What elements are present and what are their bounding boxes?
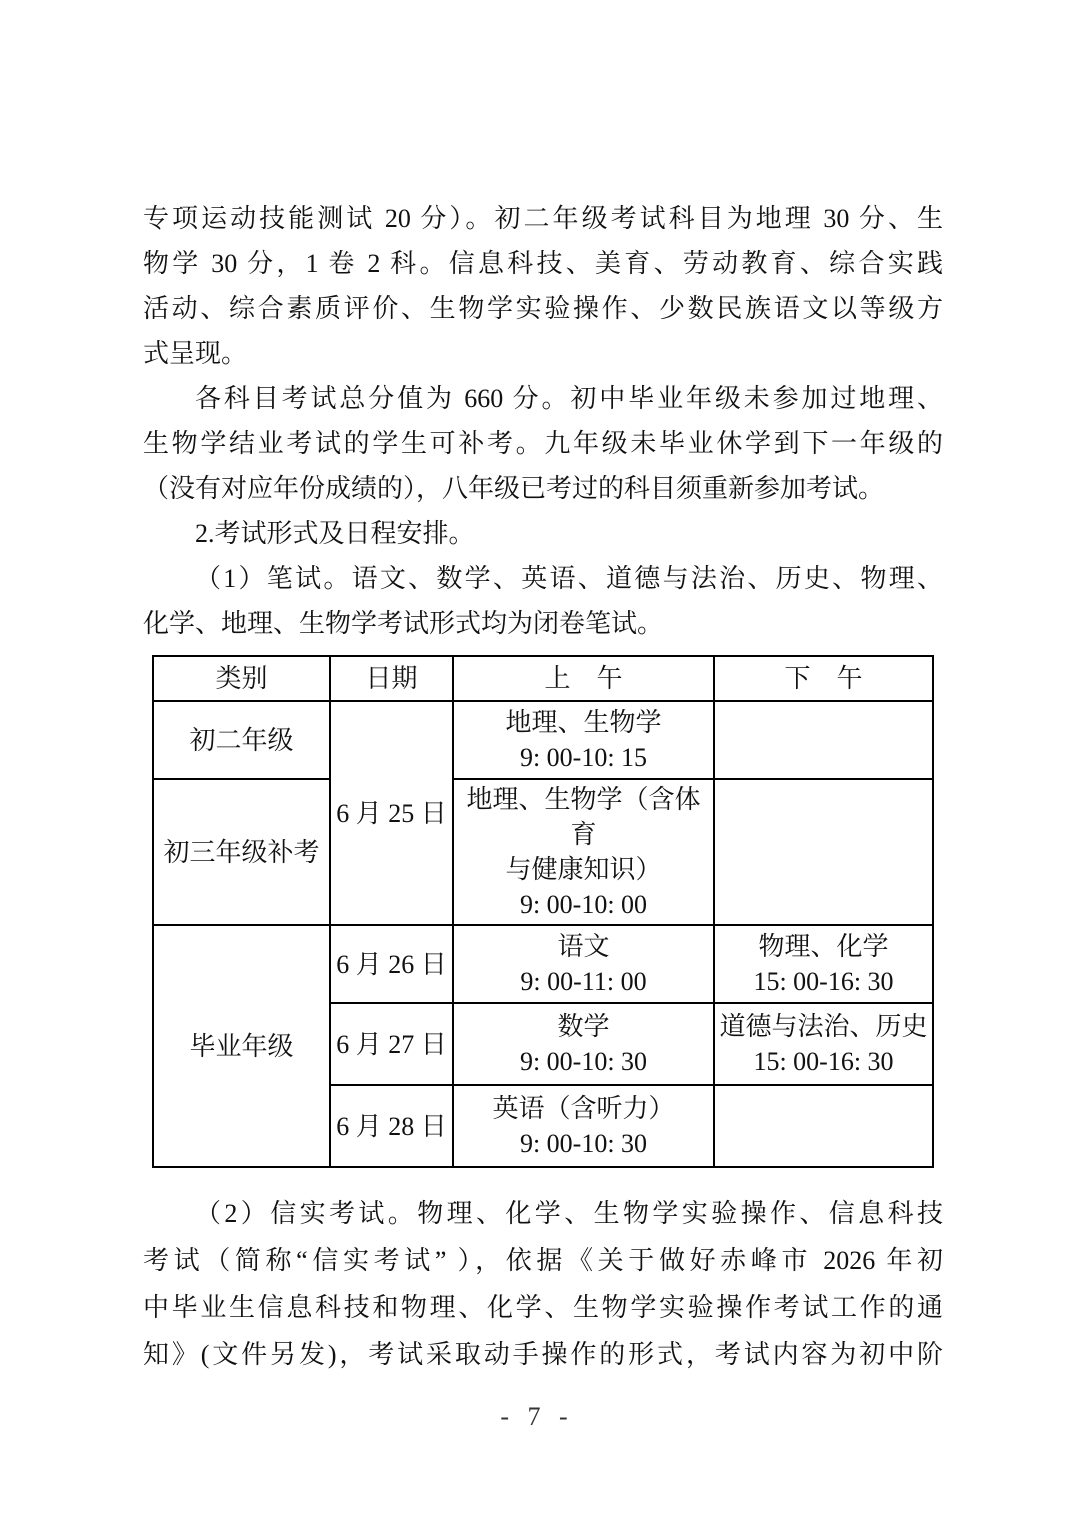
- cell-category-graduating: 毕业年级: [153, 925, 330, 1167]
- page-number: - 7 -: [500, 1402, 574, 1431]
- subject-line: 物理、化学: [758, 932, 889, 961]
- table-header-row: [153, 656, 933, 701]
- paragraph-line: 各科目考试总分值为 660 分。初中毕业年级未参加过地理、: [195, 384, 943, 413]
- paragraph-line: 化学、地理、生物学考试形式均为闭卷笔试。: [143, 609, 664, 638]
- paragraph-scores: [143, 196, 943, 376]
- cell-am-grade8: [453, 701, 714, 779]
- paragraph-line: 中毕业生信息科技和物理、化学、生物学实验操作考试工作的通: [143, 1293, 943, 1322]
- time-line: 15: 00-16: 30: [753, 1047, 894, 1076]
- subject-line: 语文: [557, 932, 610, 961]
- header-category: 类别: [153, 656, 330, 701]
- paragraph-line: 专项运动技能测试 20 分）。初二年级考试科目为地理 30 分、生: [143, 204, 943, 233]
- time-line: 9: 00-10: 30: [519, 1129, 648, 1158]
- cell-category-grade9-makeup: 初三年级补考: [153, 779, 330, 925]
- header-afternoon: 下 午: [714, 656, 933, 701]
- document-body: [143, 196, 943, 1378]
- paragraph-practical-exam: [143, 1190, 943, 1378]
- paragraph-line: 生物学结业考试的学生可补考。九年级未毕业休学到下一年级的: [143, 429, 943, 458]
- paragraph-total-score: [143, 376, 943, 511]
- cell-pm-empty: [714, 701, 933, 779]
- subject-line: 地理、生物学（含体育: [466, 785, 701, 849]
- cell-am-english: [453, 1085, 714, 1167]
- cell-am-grade9-makeup: [453, 779, 714, 925]
- table-row: [153, 779, 933, 925]
- paragraph-line: 知》(文件另发)，考试采取动手操作的形式，考试内容为初中阶: [143, 1340, 943, 1369]
- time-line: 9: 00-10: 15: [519, 743, 648, 772]
- cell-date-jun25: 6 月 25 日: [330, 701, 453, 925]
- subject-line: 英语（含听力）: [492, 1094, 675, 1123]
- cell-pm-physics-chemistry: [714, 925, 933, 1003]
- paragraph-section-heading: [143, 511, 943, 556]
- table-row: [153, 925, 933, 1003]
- page-footer: [0, 1402, 1074, 1432]
- time-line: 15: 00-16: 30: [753, 967, 894, 996]
- paragraph-line: 活动、综合素质评价、生物学实验操作、少数民族语文以等级方: [143, 294, 943, 323]
- cell-category-grade8: 初二年级: [153, 701, 330, 779]
- table-row: [153, 701, 933, 779]
- subject-line: 地理、生物学: [505, 708, 662, 737]
- time-line: 9: 00-11: 00: [520, 967, 647, 996]
- cell-pm-empty: [714, 779, 933, 925]
- exam-schedule-table: [152, 655, 934, 1168]
- paragraph-line: （2）信实考试。物理、化学、生物学实验操作、信息科技: [195, 1199, 943, 1228]
- cell-date-jun28: 6 月 28 日: [330, 1085, 453, 1167]
- cell-pm-empty: [714, 1085, 933, 1167]
- header-morning: 上 午: [453, 656, 714, 701]
- paragraph-written-exam: [143, 556, 943, 646]
- paragraph-line: 物学 30 分，1 卷 2 科。信息科技、美育、劳动教育、综合实践: [143, 249, 943, 278]
- cell-am-chinese: [453, 925, 714, 1003]
- time-line: 9: 00-10: 00: [519, 890, 648, 919]
- time-line: 9: 00-10: 30: [519, 1047, 648, 1076]
- cell-date-jun27: 6 月 27 日: [330, 1003, 453, 1085]
- cell-am-math: [453, 1003, 714, 1085]
- paragraph-line: 式呈现。: [143, 339, 248, 368]
- paragraph-line: 考试（简称“信实考试” ），依据《关于做好赤峰市 2026 年初: [143, 1246, 943, 1275]
- subject-line: 道德与法治、历史: [719, 1012, 928, 1041]
- paragraph-line: （1）笔试。语文、数学、英语、道德与法治、历史、物理、: [195, 564, 943, 593]
- cell-date-jun26: 6 月 26 日: [330, 925, 453, 1003]
- subject-line: 与健康知识）: [505, 855, 662, 884]
- header-date: 日期: [330, 656, 453, 701]
- section-heading-line: 2.考试形式及日程安排。: [195, 519, 475, 548]
- subject-line: 数学: [557, 1012, 610, 1041]
- cell-pm-morality-history: [714, 1003, 933, 1085]
- paragraph-line: （没有对应年份成绩的），八年级已考过的科目须重新参加考试。: [143, 474, 885, 503]
